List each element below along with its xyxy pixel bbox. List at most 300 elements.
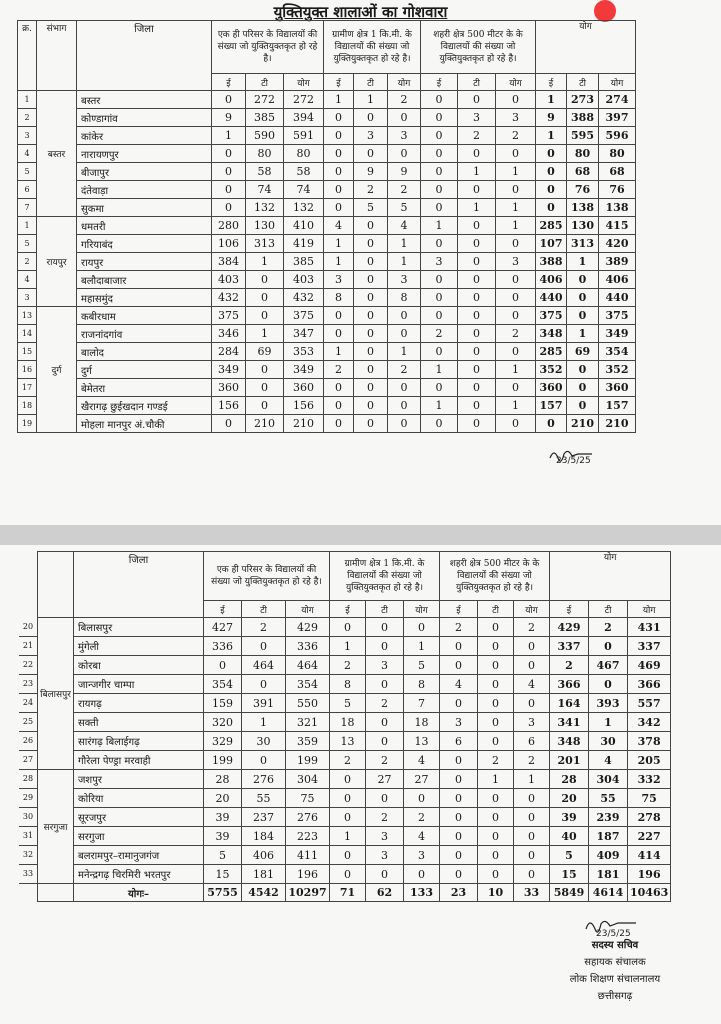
value-cell: 0 xyxy=(421,271,458,289)
value-cell: 39 xyxy=(550,808,589,827)
row-serial: 28 xyxy=(19,769,37,789)
value-cell: 0 xyxy=(440,808,478,827)
value-cell: 0 xyxy=(496,289,536,307)
sub-e: ई xyxy=(204,601,242,618)
table-row xyxy=(38,713,671,732)
table-row xyxy=(18,253,636,271)
value-cell: 0 xyxy=(536,415,567,433)
value-cell: 0 xyxy=(514,789,550,808)
value-cell: 0 xyxy=(589,637,628,656)
value-cell: 181 xyxy=(242,865,286,884)
value-cell: 55 xyxy=(589,789,628,808)
value-cell: 467 xyxy=(589,656,628,675)
value-cell: 156 xyxy=(212,397,246,415)
header-urban: शहरी क्षेत्र 500 मीटर के के विद्यालयों की संख्या जो युक्तियुक्तकृत हो रहे है। xyxy=(421,21,536,74)
value-cell: 1 xyxy=(496,199,536,217)
value-cell: 1 xyxy=(324,235,354,253)
value-cell: 0 xyxy=(458,307,496,325)
table-row xyxy=(18,325,636,343)
red-mark xyxy=(594,0,616,22)
value-cell: 375 xyxy=(212,307,246,325)
value-cell: 1 xyxy=(589,713,628,732)
value-cell: 0 xyxy=(478,827,514,846)
value-cell: 0 xyxy=(324,127,354,145)
value-cell: 596 xyxy=(599,127,636,145)
value-cell: 199 xyxy=(204,751,242,770)
sub-e: ई xyxy=(330,601,366,618)
value-cell: 8 xyxy=(324,289,354,307)
value-cell: 1 xyxy=(388,253,421,271)
role-assistant-director: सहायक संचालक xyxy=(584,957,646,968)
value-cell: 432 xyxy=(284,289,324,307)
district-name: जान्जगीर चाम्पा xyxy=(74,675,204,694)
value-cell: 0 xyxy=(324,145,354,163)
value-cell: 2 xyxy=(514,618,550,637)
district-name: महासमुंद xyxy=(77,289,212,307)
value-cell: 1 xyxy=(567,253,599,271)
district-name: धमतरी xyxy=(77,217,212,235)
value-cell: 0 xyxy=(567,307,599,325)
value-cell: 0 xyxy=(366,675,404,694)
value-cell: 0 xyxy=(496,415,536,433)
value-cell: 0 xyxy=(496,343,536,361)
value-cell: 9 xyxy=(388,163,421,181)
value-cell: 0 xyxy=(536,199,567,217)
value-cell: 4 xyxy=(440,675,478,694)
value-cell: 2 xyxy=(242,618,286,637)
value-cell: 0 xyxy=(458,289,496,307)
value-cell: 3 xyxy=(514,713,550,732)
value-cell: 205 xyxy=(628,751,671,770)
value-cell: 375 xyxy=(284,307,324,325)
table-row xyxy=(18,397,636,415)
value-cell: 409 xyxy=(589,846,628,865)
division-name: बस्तर xyxy=(37,91,77,217)
value-cell: 313 xyxy=(567,235,599,253)
value-cell: 0 xyxy=(212,145,246,163)
summary-table-1 xyxy=(17,20,636,433)
value-cell: 0 xyxy=(242,751,286,770)
value-cell: 0 xyxy=(366,637,404,656)
value-cell: 3 xyxy=(366,656,404,675)
value-cell: 0 xyxy=(354,379,388,397)
value-cell: 385 xyxy=(284,253,324,271)
value-cell: 40 xyxy=(550,827,589,846)
value-cell: 0 xyxy=(440,789,478,808)
value-cell: 0 xyxy=(324,379,354,397)
value-cell: 1 xyxy=(246,253,284,271)
value-cell: 237 xyxy=(242,808,286,827)
value-cell: 210 xyxy=(284,415,324,433)
value-cell: 0 xyxy=(440,770,478,789)
sub-t: टी xyxy=(246,74,284,91)
value-cell: 0 xyxy=(478,865,514,884)
value-cell: 1 xyxy=(496,397,536,415)
value-cell: 39 xyxy=(204,808,242,827)
value-cell: 1 xyxy=(496,361,536,379)
table-row xyxy=(38,694,671,713)
value-cell: 1 xyxy=(330,637,366,656)
value-cell: 0 xyxy=(421,163,458,181)
value-cell: 0 xyxy=(536,181,567,199)
value-cell: 0 xyxy=(246,379,284,397)
value-cell: 15 xyxy=(204,865,242,884)
value-cell: 0 xyxy=(567,361,599,379)
table-row xyxy=(18,145,636,163)
value-cell: 0 xyxy=(514,827,550,846)
value-cell: 440 xyxy=(599,289,636,307)
value-cell: 3 xyxy=(440,713,478,732)
value-cell: 2 xyxy=(478,751,514,770)
value-cell: 429 xyxy=(286,618,330,637)
value-cell: 4 xyxy=(589,751,628,770)
value-cell: 590 xyxy=(246,127,284,145)
value-cell: 321 xyxy=(286,713,330,732)
value-cell: 1 xyxy=(388,343,421,361)
value-cell: 0 xyxy=(440,865,478,884)
value-cell: 0 xyxy=(354,325,388,343)
value-cell: 156 xyxy=(284,397,324,415)
value-cell: 550 xyxy=(286,694,330,713)
sub-t: टी xyxy=(242,601,286,618)
value-cell: 28 xyxy=(550,770,589,789)
value-cell: 280 xyxy=(212,217,246,235)
row-serial: 4 xyxy=(18,145,37,163)
value-cell: 0 xyxy=(458,91,496,109)
value-cell: 196 xyxy=(628,865,671,884)
grand-total-row xyxy=(38,884,671,902)
value-cell: 397 xyxy=(599,109,636,127)
value-cell: 1 xyxy=(421,397,458,415)
value-cell: 76 xyxy=(599,181,636,199)
district-name: सूरजपुर xyxy=(74,808,204,827)
district-name: दंतेवाड़ा xyxy=(77,181,212,199)
value-cell: 0 xyxy=(354,253,388,271)
table-row xyxy=(18,307,636,325)
value-cell: 0 xyxy=(212,415,246,433)
office-block xyxy=(520,937,710,1005)
value-cell: 0 xyxy=(388,145,421,163)
row-serial: 18 xyxy=(18,397,37,415)
header-district: जिला xyxy=(77,21,212,91)
sub-e: ई xyxy=(421,74,458,91)
row-serial: 19 xyxy=(18,415,37,433)
value-cell: 1 xyxy=(330,827,366,846)
value-cell: 69 xyxy=(567,343,599,361)
value-cell: 0 xyxy=(388,109,421,127)
value-cell: 304 xyxy=(286,770,330,789)
district-name: मनेन्द्रगढ़ चिरमिरी भरतपुर xyxy=(74,865,204,884)
table-row xyxy=(18,415,636,433)
value-cell: 8 xyxy=(388,289,421,307)
table-row xyxy=(18,217,636,235)
table-row xyxy=(38,656,671,675)
value-cell: 557 xyxy=(628,694,671,713)
district-name: रायपुर xyxy=(77,253,212,271)
value-cell: 0 xyxy=(421,199,458,217)
value-cell: 464 xyxy=(286,656,330,675)
sub-total: योग xyxy=(599,74,636,91)
row-serial: 20 xyxy=(19,617,37,637)
value-cell: 1 xyxy=(496,217,536,235)
value-cell: 353 xyxy=(284,343,324,361)
value-cell: 55 xyxy=(242,789,286,808)
value-cell: 0 xyxy=(421,181,458,199)
sub-t: टी xyxy=(458,74,496,91)
district-name: सक्ती xyxy=(74,713,204,732)
value-cell: 132 xyxy=(246,199,284,217)
district-name: सुकमा xyxy=(77,199,212,217)
value-cell: 0 xyxy=(330,846,366,865)
total-label: योगः– xyxy=(74,884,204,902)
value-cell: 76 xyxy=(567,181,599,199)
value-cell: 285 xyxy=(536,217,567,235)
value-cell: 274 xyxy=(599,91,636,109)
value-cell: 0 xyxy=(458,361,496,379)
value-cell: 0 xyxy=(354,343,388,361)
value-cell: 1 xyxy=(388,235,421,253)
value-cell: 58 xyxy=(246,163,284,181)
value-cell: 0 xyxy=(496,307,536,325)
value-cell: 3 xyxy=(496,253,536,271)
value-cell: 1 xyxy=(421,217,458,235)
value-cell: 431 xyxy=(628,618,671,637)
sub-total: योग xyxy=(514,601,550,618)
value-cell: 0 xyxy=(536,145,567,163)
value-cell: 4 xyxy=(388,217,421,235)
value-cell: 336 xyxy=(204,637,242,656)
value-cell: 0 xyxy=(204,656,242,675)
value-cell: 3 xyxy=(366,827,404,846)
value-cell: 347 xyxy=(284,325,324,343)
row-serial: 21 xyxy=(19,636,37,656)
value-cell: 0 xyxy=(458,415,496,433)
value-cell: 0 xyxy=(354,307,388,325)
table-row xyxy=(18,109,636,127)
value-cell: 0 xyxy=(324,307,354,325)
sub-t: टी xyxy=(478,601,514,618)
value-cell: 0 xyxy=(440,637,478,656)
value-cell: 0 xyxy=(354,109,388,127)
value-cell: 0 xyxy=(440,827,478,846)
value-cell: 1 xyxy=(354,91,388,109)
value-cell: 2 xyxy=(388,181,421,199)
value-cell: 5 xyxy=(204,846,242,865)
district-name: कोरिया xyxy=(74,789,204,808)
value-cell: 3 xyxy=(458,109,496,127)
value-cell: 0 xyxy=(246,397,284,415)
value-cell: 4 xyxy=(324,217,354,235)
table-row xyxy=(38,808,671,827)
value-cell: 8 xyxy=(404,675,440,694)
state-name: छत्तीसगढ़ xyxy=(597,991,633,1002)
row-serial: 2 xyxy=(18,253,37,271)
value-cell: 8 xyxy=(330,675,366,694)
value-cell: 2 xyxy=(589,618,628,637)
value-cell: 342 xyxy=(628,713,671,732)
value-cell: 0 xyxy=(478,618,514,637)
value-cell: 5 xyxy=(330,694,366,713)
header-urban: शहरी क्षेत्र 500 मीटर के के विद्यालयों की संख्या जो युक्तियुक्तकृत हो रहे है। xyxy=(440,552,550,601)
value-cell: 388 xyxy=(567,109,599,127)
value-cell: 80 xyxy=(246,145,284,163)
row-serial: 5 xyxy=(18,163,37,181)
sub-t: टी xyxy=(366,601,404,618)
value-cell: 0 xyxy=(514,865,550,884)
value-cell: 2 xyxy=(324,361,354,379)
value-cell: 9 xyxy=(354,163,388,181)
division-name: बिलासपुर xyxy=(38,618,74,770)
value-cell: 106 xyxy=(212,235,246,253)
district-name: कांकेर xyxy=(77,127,212,145)
value-cell: 2 xyxy=(514,751,550,770)
value-cell: 0 xyxy=(567,397,599,415)
row-serial: 1 xyxy=(18,217,37,235)
value-cell: 0 xyxy=(330,789,366,808)
value-cell: 0 xyxy=(458,253,496,271)
sub-total: योग xyxy=(496,74,536,91)
division-name: दुर्ग xyxy=(37,307,77,433)
value-cell: 0 xyxy=(478,808,514,827)
value-cell: 0 xyxy=(458,343,496,361)
row-serial: 4 xyxy=(18,271,37,289)
value-cell: 0 xyxy=(496,91,536,109)
row-serial: 25 xyxy=(19,712,37,732)
value-cell: 393 xyxy=(589,694,628,713)
table-row xyxy=(38,751,671,770)
value-cell: 0 xyxy=(514,808,550,827)
district-name: रायगढ़ xyxy=(74,694,204,713)
signature-1-date: 23/5/25 xyxy=(556,456,591,466)
value-cell: 354 xyxy=(204,675,242,694)
value-cell: 0 xyxy=(536,163,567,181)
value-cell: 1 xyxy=(514,770,550,789)
value-cell: 3 xyxy=(324,271,354,289)
table-row xyxy=(38,846,671,865)
value-cell: 0 xyxy=(324,325,354,343)
value-cell: 2 xyxy=(388,361,421,379)
value-cell: 0 xyxy=(246,361,284,379)
row-serial: 3 xyxy=(18,127,37,145)
district-name: बस्तर xyxy=(77,91,212,109)
value-cell: 360 xyxy=(599,379,636,397)
sub-total: योग xyxy=(286,601,330,618)
row-serial: 15 xyxy=(18,343,37,361)
value-cell: 0 xyxy=(440,751,478,770)
value-cell: 440 xyxy=(536,289,567,307)
row-serial: 13 xyxy=(18,307,37,325)
value-cell: 388 xyxy=(536,253,567,271)
table-row xyxy=(18,199,636,217)
value-cell: 2 xyxy=(458,127,496,145)
value-cell: 0 xyxy=(246,289,284,307)
value-cell: 199 xyxy=(286,751,330,770)
district-name: खैरागढ़ छुईखदान गण्डई xyxy=(77,397,212,415)
district-name: बिलासपुर xyxy=(74,618,204,637)
value-cell: 378 xyxy=(628,732,671,751)
row-serial: 16 xyxy=(18,361,37,379)
value-cell: 304 xyxy=(589,770,628,789)
sub-e: ई xyxy=(550,601,589,618)
table-row xyxy=(18,289,636,307)
value-cell: 313 xyxy=(246,235,284,253)
value-cell: 196 xyxy=(286,865,330,884)
value-cell: 406 xyxy=(242,846,286,865)
value-cell: 2 xyxy=(404,808,440,827)
value-cell: 0 xyxy=(421,145,458,163)
value-cell: 2 xyxy=(366,751,404,770)
value-cell: 0 xyxy=(421,415,458,433)
value-cell: 80 xyxy=(284,145,324,163)
value-cell: 5 xyxy=(550,846,589,865)
row-serial: 22 xyxy=(19,655,37,675)
value-cell: 0 xyxy=(478,675,514,694)
table-row xyxy=(18,127,636,145)
value-cell: 0 xyxy=(366,865,404,884)
value-cell: 469 xyxy=(628,656,671,675)
value-cell: 201 xyxy=(550,751,589,770)
district-name: गौरेला पेण्ड्रा मरवाही xyxy=(74,751,204,770)
value-cell: 0 xyxy=(354,145,388,163)
value-cell: 0 xyxy=(366,713,404,732)
value-cell: 227 xyxy=(628,827,671,846)
total-cell: 4542 xyxy=(242,884,286,902)
row-serial: 23 xyxy=(19,674,37,694)
value-cell: 0 xyxy=(242,675,286,694)
value-cell: 0 xyxy=(324,415,354,433)
value-cell: 354 xyxy=(286,675,330,694)
value-cell: 2 xyxy=(330,656,366,675)
row-serial: 24 xyxy=(19,693,37,713)
value-cell: 15 xyxy=(550,865,589,884)
table-row xyxy=(38,789,671,808)
value-cell: 0 xyxy=(354,361,388,379)
value-cell: 0 xyxy=(388,397,421,415)
value-cell: 1 xyxy=(324,91,354,109)
value-cell: 410 xyxy=(284,217,324,235)
value-cell: 1 xyxy=(212,127,246,145)
value-cell: 0 xyxy=(388,415,421,433)
value-cell: 0 xyxy=(458,217,496,235)
value-cell: 0 xyxy=(440,656,478,675)
total-cell: 133 xyxy=(404,884,440,902)
value-cell: 0 xyxy=(567,379,599,397)
row-serial: 29 xyxy=(19,788,37,808)
value-cell: 2 xyxy=(388,91,421,109)
header-rural: ग्रामीण क्षेत्र 1 कि.मी. के विद्यालयों की संख्या जो युक्तियुक्तकृत हो रहे है। xyxy=(324,21,421,74)
value-cell: 0 xyxy=(421,109,458,127)
value-cell: 210 xyxy=(567,415,599,433)
value-cell: 0 xyxy=(324,109,354,127)
total-cell: 10 xyxy=(478,884,514,902)
value-cell: 360 xyxy=(536,379,567,397)
value-cell: 591 xyxy=(284,127,324,145)
value-cell: 4 xyxy=(404,827,440,846)
value-cell: 0 xyxy=(330,770,366,789)
value-cell: 332 xyxy=(628,770,671,789)
header-same-campus: एक ही परिसर के विद्यालयों की संख्या जो युक्तियुक्तकृत हो रहे है। xyxy=(212,21,324,74)
value-cell: 419 xyxy=(284,235,324,253)
header-row xyxy=(38,552,671,601)
value-cell: 138 xyxy=(599,199,636,217)
value-cell: 352 xyxy=(599,361,636,379)
sub-t: टी xyxy=(354,74,388,91)
value-cell: 385 xyxy=(246,109,284,127)
value-cell: 403 xyxy=(212,271,246,289)
row-serial: 17 xyxy=(18,379,37,397)
value-cell: 223 xyxy=(286,827,330,846)
header-total: योग xyxy=(550,552,671,601)
